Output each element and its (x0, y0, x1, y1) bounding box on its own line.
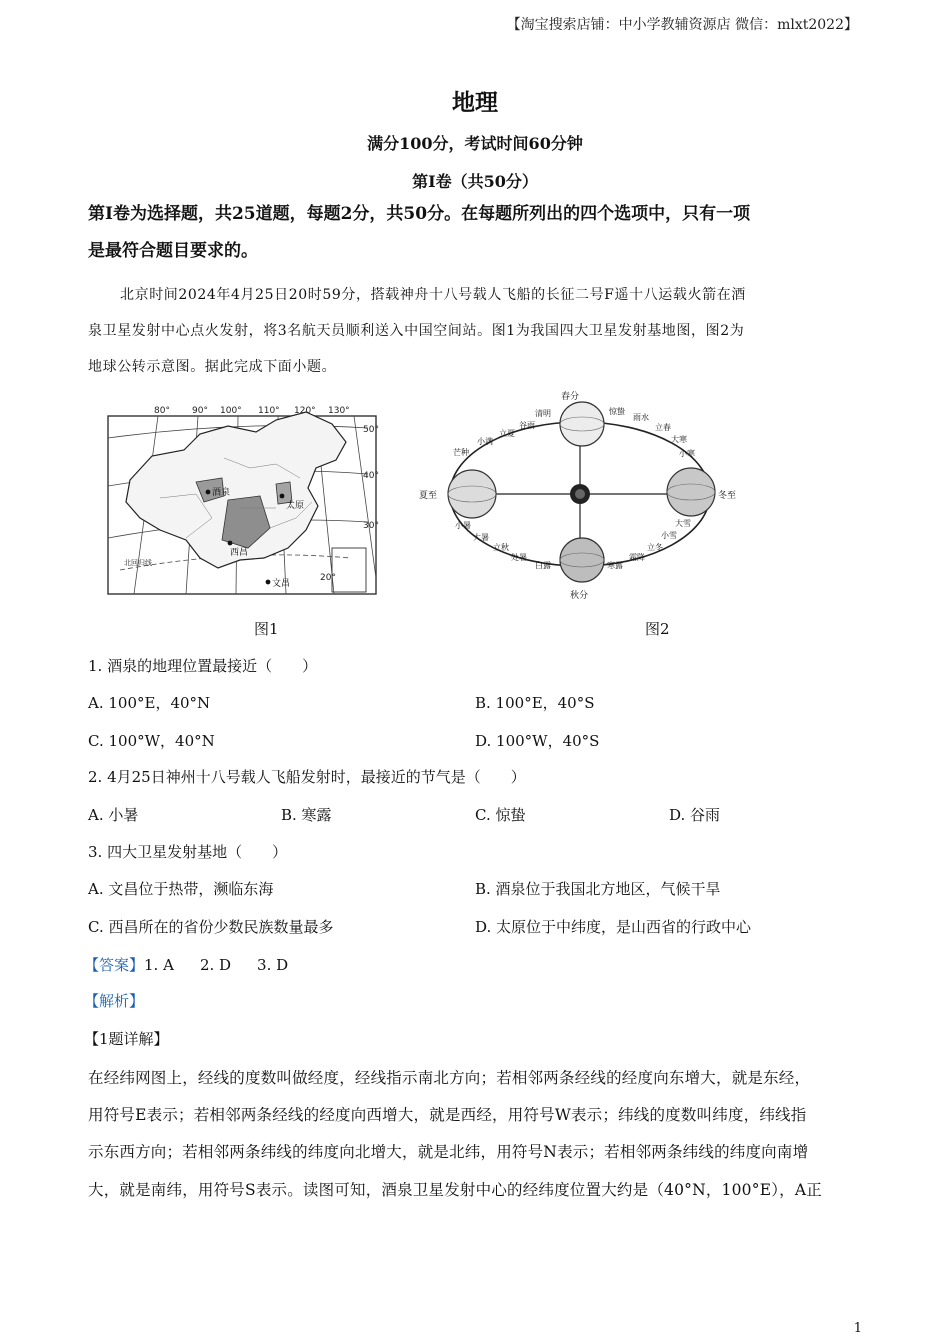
question-1-option-d: D. 100°W，40°S (475, 732, 600, 750)
term-winter-solstice: 冬至 (718, 491, 737, 501)
answer-3: 3. D (257, 956, 289, 974)
term-qingming: 清明 (535, 409, 551, 418)
explanation-line-2: 用符号E表示；若相邻两条经线的经度向西增大，就是西经，用符号W表示；纬线的度数叫纬度，纬线指 (88, 1106, 807, 1124)
lon-label-100: 100° (220, 406, 242, 416)
term-liqiu: 立秋 (493, 543, 509, 552)
section-title: 第I卷（共50分） (412, 172, 538, 191)
question-2-option-a: A. 小暑 (88, 806, 139, 824)
lon-label-80: 80° (154, 406, 170, 416)
question-2-option-c: C. 惊蛰 (475, 806, 526, 824)
figure1-caption: 图1 (254, 620, 279, 638)
question-3-option-a: A. 文昌位于热带，濒临东海 (88, 880, 274, 898)
site-label-jiuquan: 酒泉 (212, 488, 231, 498)
question-2-option-b: B. 寒露 (281, 806, 332, 824)
page-title: 地理 (452, 89, 498, 116)
question-3-option-d: D. 太原位于中纬度，是山西省的行政中心 (475, 918, 752, 936)
term-lichun: 立春 (655, 423, 671, 432)
exam-subtitle: 满分100分，考试时间60分钟 (367, 134, 583, 153)
lon-label-110: 110° (258, 406, 280, 416)
term-chushu: 处暑 (511, 553, 527, 562)
term-xiaoshu: 小暑 (455, 521, 471, 530)
site-label-taiyuan: 太原 (286, 501, 305, 511)
term-xiaoxue: 小雪 (661, 531, 677, 540)
term-dahan: 大寒 (671, 435, 687, 444)
question-1-option-b: B. 100°E，40°S (475, 694, 595, 712)
term-dashu: 大暑 (473, 533, 489, 542)
question-2-stem: 2. 4月25日神州十八号载人飞船发射时，最接近的节气是（ ） (88, 768, 526, 786)
page-number: 1 (853, 1321, 862, 1336)
term-mangzhong: 芒种 (453, 448, 469, 457)
instruction-line-2: 是最符合题目要求的。 (88, 241, 258, 261)
term-daxue: 大雪 (675, 519, 691, 528)
intro-line-3: 地球公转示意图。据此完成下面小题。 (88, 359, 337, 375)
term-jingzhe: 惊蛰 (609, 407, 625, 416)
term-summer-solstice: 夏至 (419, 491, 438, 501)
term-yushui: 雨水 (633, 413, 649, 422)
term-guyu: 谷雨 (519, 421, 535, 430)
question-1-option-a: A. 100°E，40°N (88, 694, 211, 712)
lat-label-40: 40° (363, 471, 379, 481)
figure2-caption: 图2 (645, 620, 670, 638)
lat-label-20: 20° (320, 573, 336, 583)
lon-label-90: 90° (192, 406, 208, 416)
lat-label-50: 50° (363, 425, 379, 435)
lon-label-130: 130° (328, 406, 350, 416)
term-bailu: 白露 (535, 561, 551, 570)
lat-label-30: 30° (363, 521, 379, 531)
term-hanlu: 寒露 (607, 561, 623, 570)
term-lidong: 立冬 (647, 543, 663, 552)
term-shuangjiang: 霜降 (629, 553, 645, 562)
answer-label: 【答案】 (84, 956, 145, 974)
site-label-xichang: 西昌 (230, 548, 249, 558)
term-xiaoman: 小满 (477, 437, 493, 446)
tropic-label: 北回归线 (124, 559, 152, 567)
answer-1: 1. A (144, 956, 174, 974)
site-label-wenchang: 文昌 (272, 579, 291, 589)
term-spring-equinox: 春分 (561, 392, 580, 402)
figure2-revolution-diagram (415, 388, 750, 603)
intro-line-1: 北京时间2024年4月25日20时59分，搭载神舟十八号载人飞船的长征二号F遥十八运载火箭在酒 (120, 287, 746, 303)
figure1-map (100, 398, 390, 603)
header-note: 【淘宝搜索店铺：中小学教辅资源店 微信：mlxt2022】 (506, 17, 858, 33)
explanation-line-4: 大，就是南纬，用符号S表示。读图可知，酒泉卫星发射中心的经纬度位置大约是（40°N，100°E），A正 (88, 1181, 822, 1199)
question-1-stem: 1. 酒泉的地理位置最接近（ ） (88, 657, 318, 675)
question-3-option-c: C. 西昌所在的省份少数民族数量最多 (88, 918, 334, 936)
question-3-option-b: B. 酒泉位于我国北方地区，气候干旱 (475, 880, 721, 898)
lon-label-120: 120° (294, 406, 316, 416)
term-lixia: 立夏 (499, 429, 515, 438)
explanation-line-1: 在经纬网图上，经线的度数叫做经度，经线指示南北方向；若相邻两条经线的经度向东增大，就是东经， (88, 1069, 811, 1087)
instruction-line-1: 第Ⅰ卷为选择题，共25道题，每题2分，共50分。在每题所列出的四个选项中，只有一项 (88, 204, 751, 224)
intro-line-2: 泉卫星发射中心点火发射，将3名航天员顺利送入中国空间站。图1为我国四大卫星发射基地图，图2为 (88, 323, 745, 339)
answer-row (84, 954, 288, 975)
question-1-option-c: C. 100°W，40°N (88, 732, 215, 750)
term-autumn-equinox: 秋分 (570, 591, 589, 601)
term-xiaohan: 小寒 (679, 449, 695, 458)
question-2-option-d: D. 谷雨 (669, 806, 721, 824)
question-3-stem: 3. 四大卫星发射基地（ ） (88, 843, 288, 861)
detail-label: 【1题详解】 (84, 1030, 169, 1048)
explanation-line-3: 示东西方向；若相邻两条纬线的纬度向北增大，就是北纬，用符号N表示；若相邻两条纬线的纬度向南增 (88, 1143, 809, 1161)
answer-2: 2. D (199, 956, 232, 974)
analysis-label: 【解析】 (84, 992, 145, 1010)
